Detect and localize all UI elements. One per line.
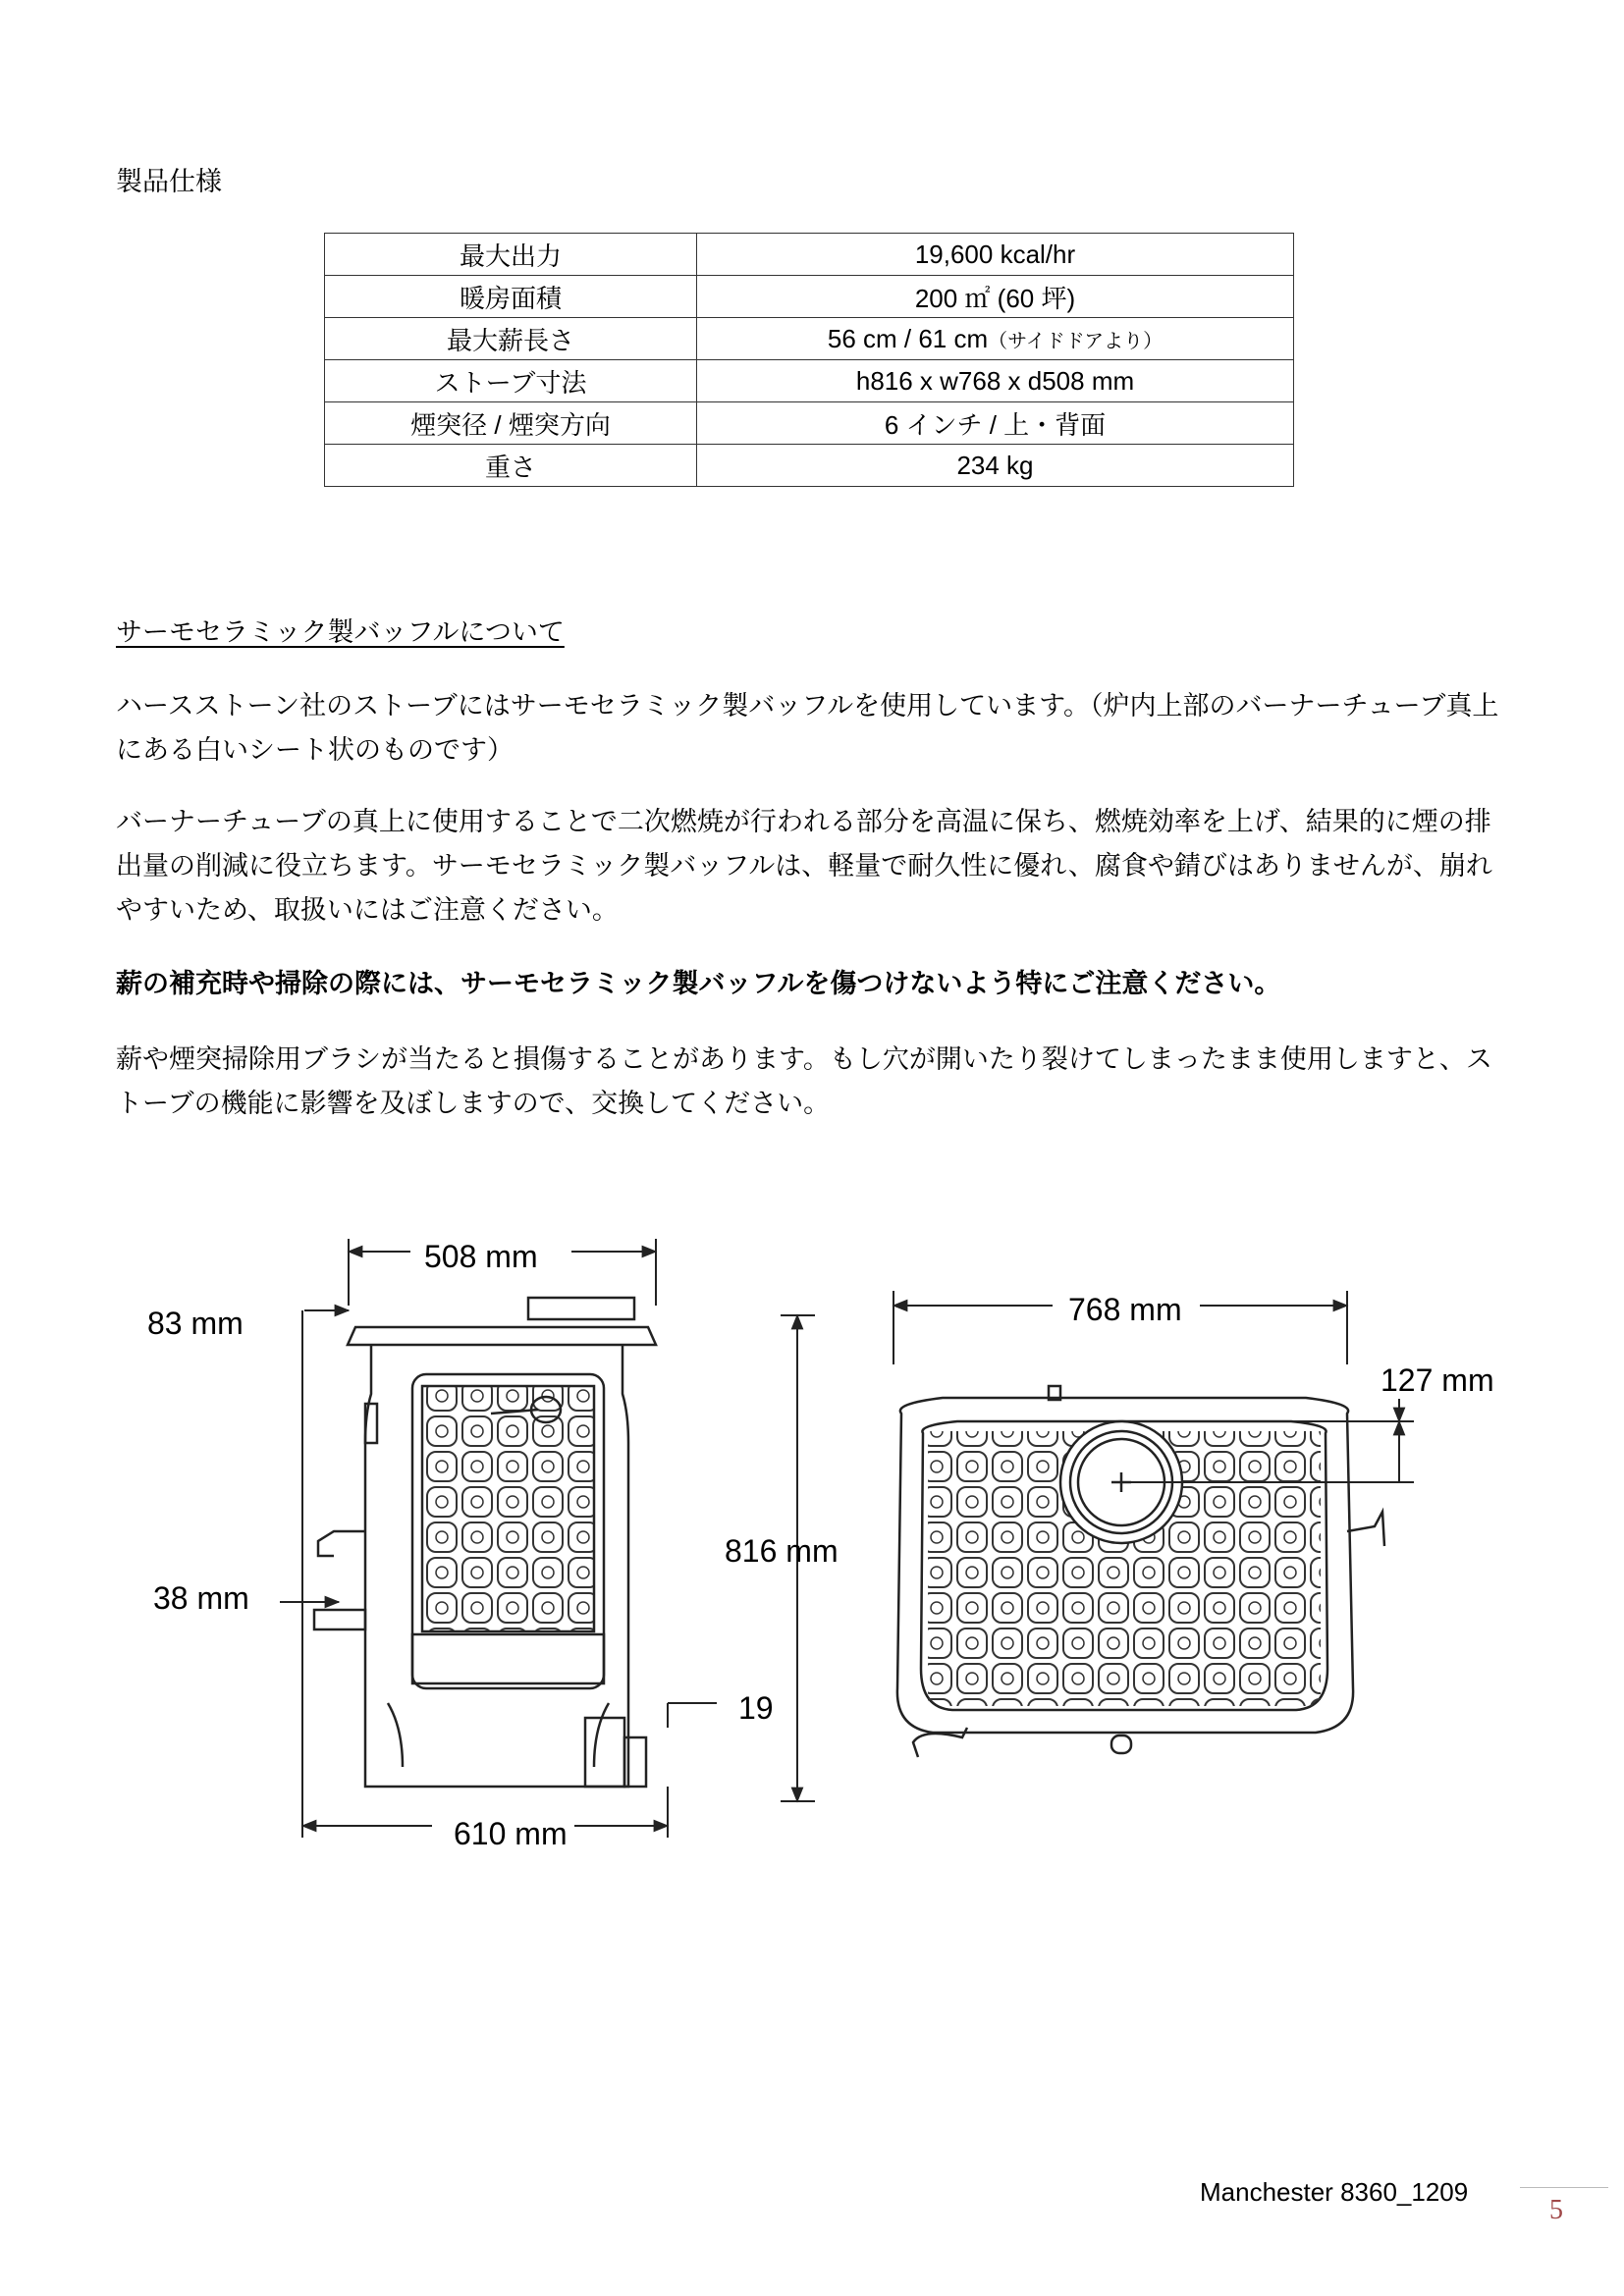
dim-bottom-offset-label: 19 — [738, 1690, 774, 1726]
footer-doc-id: Manchester 8360_1209 — [1200, 2177, 1469, 2207]
paragraph-function: バーナーチューブの真上に使用することで二次燃焼が行われる部分を高温に保ち、燃焼効率を上げ、結果的に煙の排出量の削減に役立ちます。サーモセラミック製バッフルは、軽量で耐久性に優れ、腐食や錆びはありませんが、崩れやすいため、取扱いにはご注意ください。 — [116, 807, 1492, 926]
footer-rule — [1520, 2187, 1608, 2188]
dim-height-label: 816 mm — [725, 1533, 839, 1569]
table-row — [325, 402, 1294, 445]
spec-table — [324, 233, 1294, 487]
spec-value: 200 ㎡ (60 坪) — [697, 276, 1294, 318]
table-row — [325, 276, 1294, 318]
spec-label: ストーブ寸法 — [325, 360, 697, 402]
spec-label: 暖房面積 — [325, 276, 697, 318]
spec-label: 最大薪長さ — [325, 318, 697, 360]
dim-flue-offset-label: 127 mm — [1380, 1362, 1494, 1398]
stove-side-view — [314, 1298, 656, 1787]
dim-depth-label: 508 mm — [424, 1239, 538, 1274]
table-row — [325, 234, 1294, 276]
dim-side-width-label: 610 mm — [454, 1816, 568, 1851]
spec-label: 煙突径 / 煙突方向 — [325, 402, 697, 445]
dim-side-offset-label: 38 mm — [153, 1580, 249, 1616]
paragraph-warning: 薪の補充時や掃除の際には、サーモセラミック製バッフルを傷つけないよう特にご注意ください。 — [116, 969, 1281, 999]
table-row — [325, 445, 1294, 487]
spec-value: 19,600 kcal/hr — [697, 234, 1294, 276]
table-row — [325, 360, 1294, 402]
dim-front-width-label: 768 mm — [1068, 1292, 1182, 1327]
table-row — [325, 318, 1294, 360]
spec-note: （サイドドアより） — [988, 330, 1164, 352]
spec-label: 重さ — [325, 445, 697, 487]
paragraph-damage: 薪や煙突掃除用ブラシが当たると損傷することがあります。もし穴が開いたり裂けてしまったまま使用しますと、ストーブの機能に影響を及ぼしますので、交換してください。 — [116, 1044, 1492, 1119]
page-number: 5 — [1549, 2195, 1563, 2225]
spec-label: 最大出力 — [325, 234, 697, 276]
page-heading: 製品仕様 — [116, 167, 222, 197]
stove-front-view — [897, 1386, 1384, 1757]
spec-value: 56 cm / 61 cm（サイドドアより） — [697, 318, 1294, 360]
paragraph-intro: ハースストーン社のストーブにはサーモセラミック製バッフルを使用しています。（炉内上部のバーナーチューブ真上にある白いシート状のものです） — [116, 691, 1499, 766]
dim-top-offset-label: 83 mm — [147, 1306, 244, 1341]
spec-value: h816 x w768 x d508 mm — [697, 360, 1294, 402]
spec-value: 6 インチ / 上・背面 — [697, 402, 1294, 445]
spec-value: 234 kg — [697, 445, 1294, 487]
section-title: サーモセラミック製バッフルについて — [116, 617, 565, 648]
